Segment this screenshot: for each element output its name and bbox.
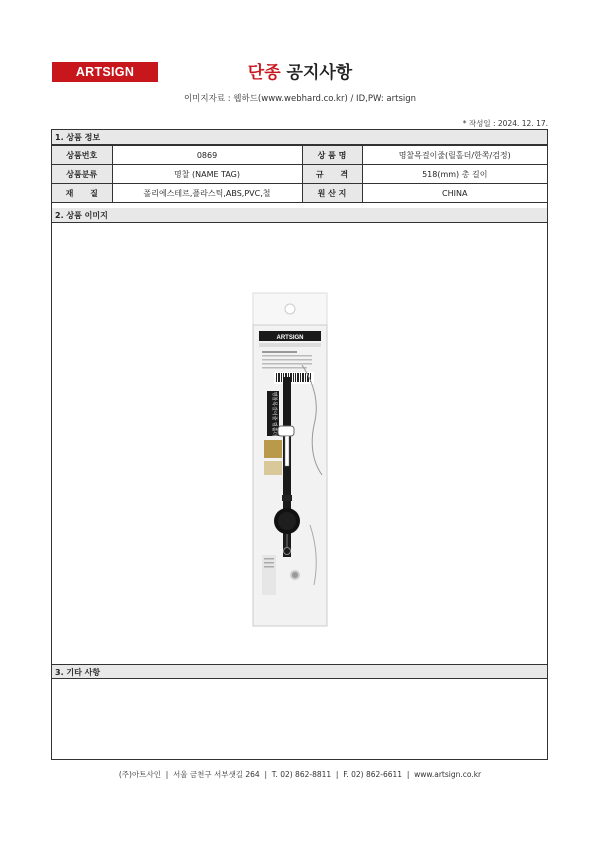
title-highlight: 단종 bbox=[247, 63, 281, 83]
barcode bbox=[274, 372, 314, 384]
photo-thumbnail bbox=[264, 461, 282, 475]
value-product-name: 명찰목걸이줄(릴홀더/한쪽/검정) bbox=[362, 146, 547, 165]
brand-logo: ARTSIGN bbox=[52, 62, 158, 82]
product-image-area bbox=[52, 225, 547, 665]
label-material: 재 질 bbox=[52, 184, 112, 203]
other-notes-area bbox=[52, 679, 547, 759]
package-brand-text: ARTSIGN bbox=[276, 335, 304, 341]
company-footer: (주)아트사인 | 서울 금천구 서부샛길 264 | T. 02) 862-8811 | F. 02) 862-6611 | www.artsign.co.kr bbox=[118, 770, 482, 779]
table-row bbox=[52, 184, 547, 203]
product-info-table bbox=[52, 145, 547, 203]
section-product-info: 1. 상품 정보 bbox=[52, 130, 547, 145]
value-product-number: 0869 bbox=[112, 146, 302, 165]
value-material: 폴리에스테르,플라스틱,ABS,PVC,철 bbox=[112, 184, 302, 203]
label-origin: 원 산 지 bbox=[302, 184, 362, 203]
notice-sheet bbox=[51, 129, 548, 760]
page-title bbox=[0, 58, 600, 83]
photo-thumbnail bbox=[264, 440, 282, 458]
vertical-name-text: 명찰목걸이줄 릴홀더 bbox=[271, 391, 277, 437]
written-date: * 작성일 : 2024. 12. 17. bbox=[462, 119, 548, 128]
section-product-image: 2. 상품 이미지 bbox=[52, 208, 547, 223]
label-category: 상품분류 bbox=[52, 165, 112, 184]
table-row bbox=[52, 146, 547, 165]
label-product-number: 상품번호 bbox=[52, 146, 112, 165]
title-rest: 공지사항 bbox=[280, 63, 353, 83]
image-source-note: 이미지자료 : 웹하드(www.webhard.co.kr) / ID,PW: artsign bbox=[183, 94, 417, 104]
value-spec: 518(mm) 총 길이 bbox=[362, 165, 547, 184]
product-package-image bbox=[52, 225, 547, 665]
table-row bbox=[52, 165, 547, 184]
section-other: 3. 기타 사항 bbox=[52, 664, 547, 679]
lanyard-clip bbox=[278, 426, 294, 436]
value-category: 명찰 (NAME TAG) bbox=[112, 165, 302, 184]
label-product-name: 상 품 명 bbox=[302, 146, 362, 165]
label-spec: 규 격 bbox=[302, 165, 362, 184]
value-origin: CHINA bbox=[362, 184, 547, 203]
